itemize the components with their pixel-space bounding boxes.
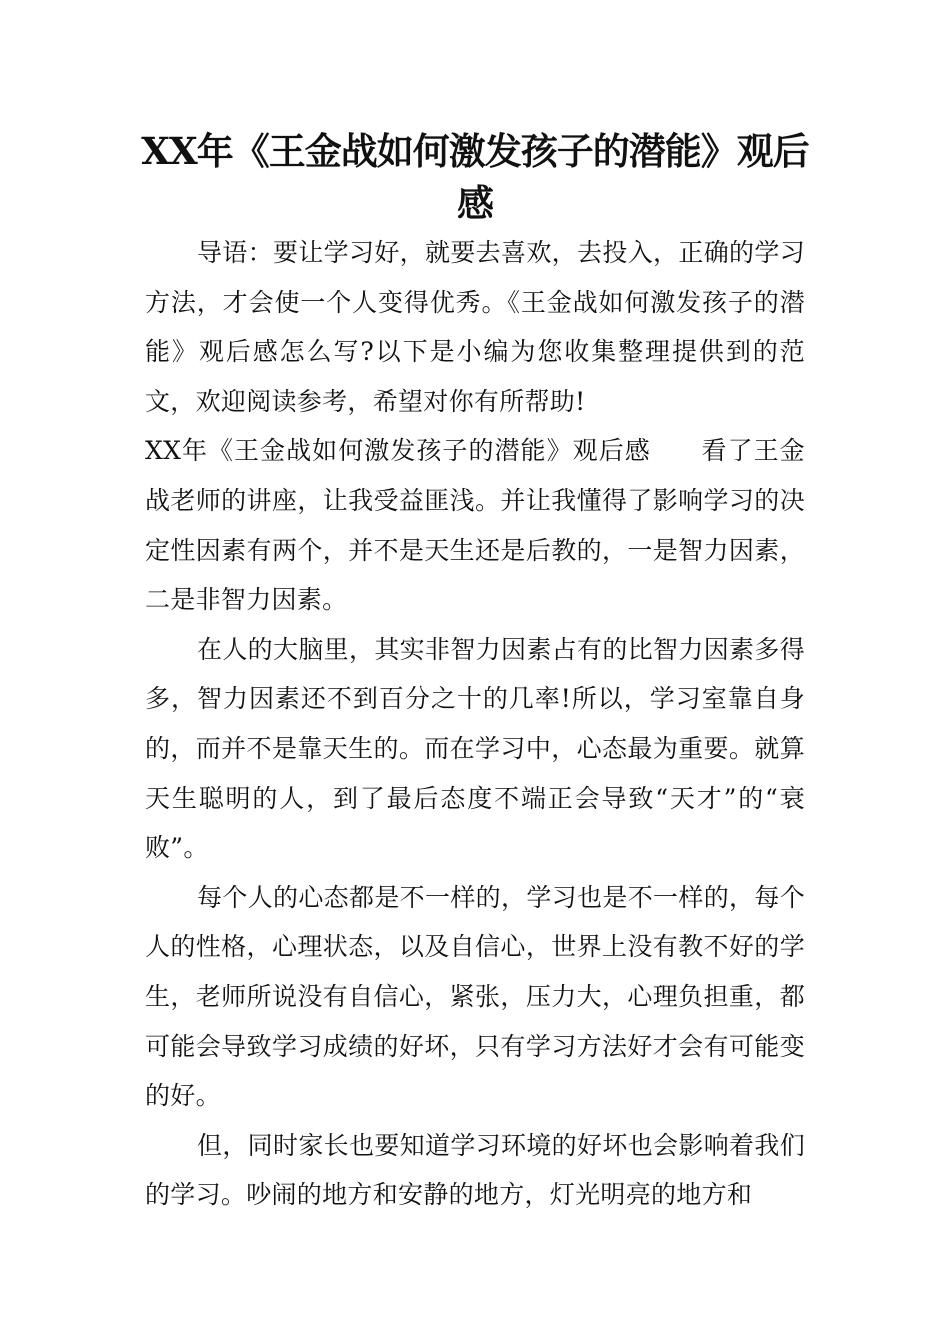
first-paragraph <box>145 426 805 624</box>
third-paragraph: 每个人的心态都是不一样的，学习也是不一样的，每个人的性格，心理状态，以及自信心，世界上没有教不好的学生，老师所说没有自信心，紧张，压力大，心理负担重，都可能会导致学习成绩的好坏，只有学习方法好才会有可能变的好。 <box>145 882 805 1111</box>
second-paragraph: 在人的大脑里，其实非智力因素占有的比智力因素多得多，智力因素还不到百分之十的几率!所以，学习室靠自身的，而并不是靠天生的。而在学习中，心态最为重要。就算天生聪明的人，到了最后态度不端正会导致“天才”的“衰败”。 <box>145 634 805 863</box>
intro-paragraph: 导语：要让学习好，就要去喜欢，去投入，正确的学习方法，才会使一个人变得优秀。《王金战如何激发孩子的潜能》观后感怎么写?以下是小编为您收集整理提供到的范文，欢迎阅读参考，希望对你有所帮助! <box>145 238 805 416</box>
section-heading: XX年《王金战如何激发孩子的潜能》观后感 <box>145 436 651 466</box>
fourth-paragraph: 但，同时家长也要知道学习环境的好坏也会影响着我们的学习。吵闹的地方和安静的地方，灯光明亮的地方和 <box>145 1130 805 1210</box>
document-body <box>145 228 805 1220</box>
first-paragraph-text: 看了王金战老师的讲座，让我受益匪浅。并让我懂得了影响学习的决定性因素有两个，并不是天生还是后教的，一是智力因素，二是非智力因素。 <box>145 436 805 615</box>
document-title: XX年《王金战如何激发孩子的潜能》观后感 <box>141 129 809 225</box>
